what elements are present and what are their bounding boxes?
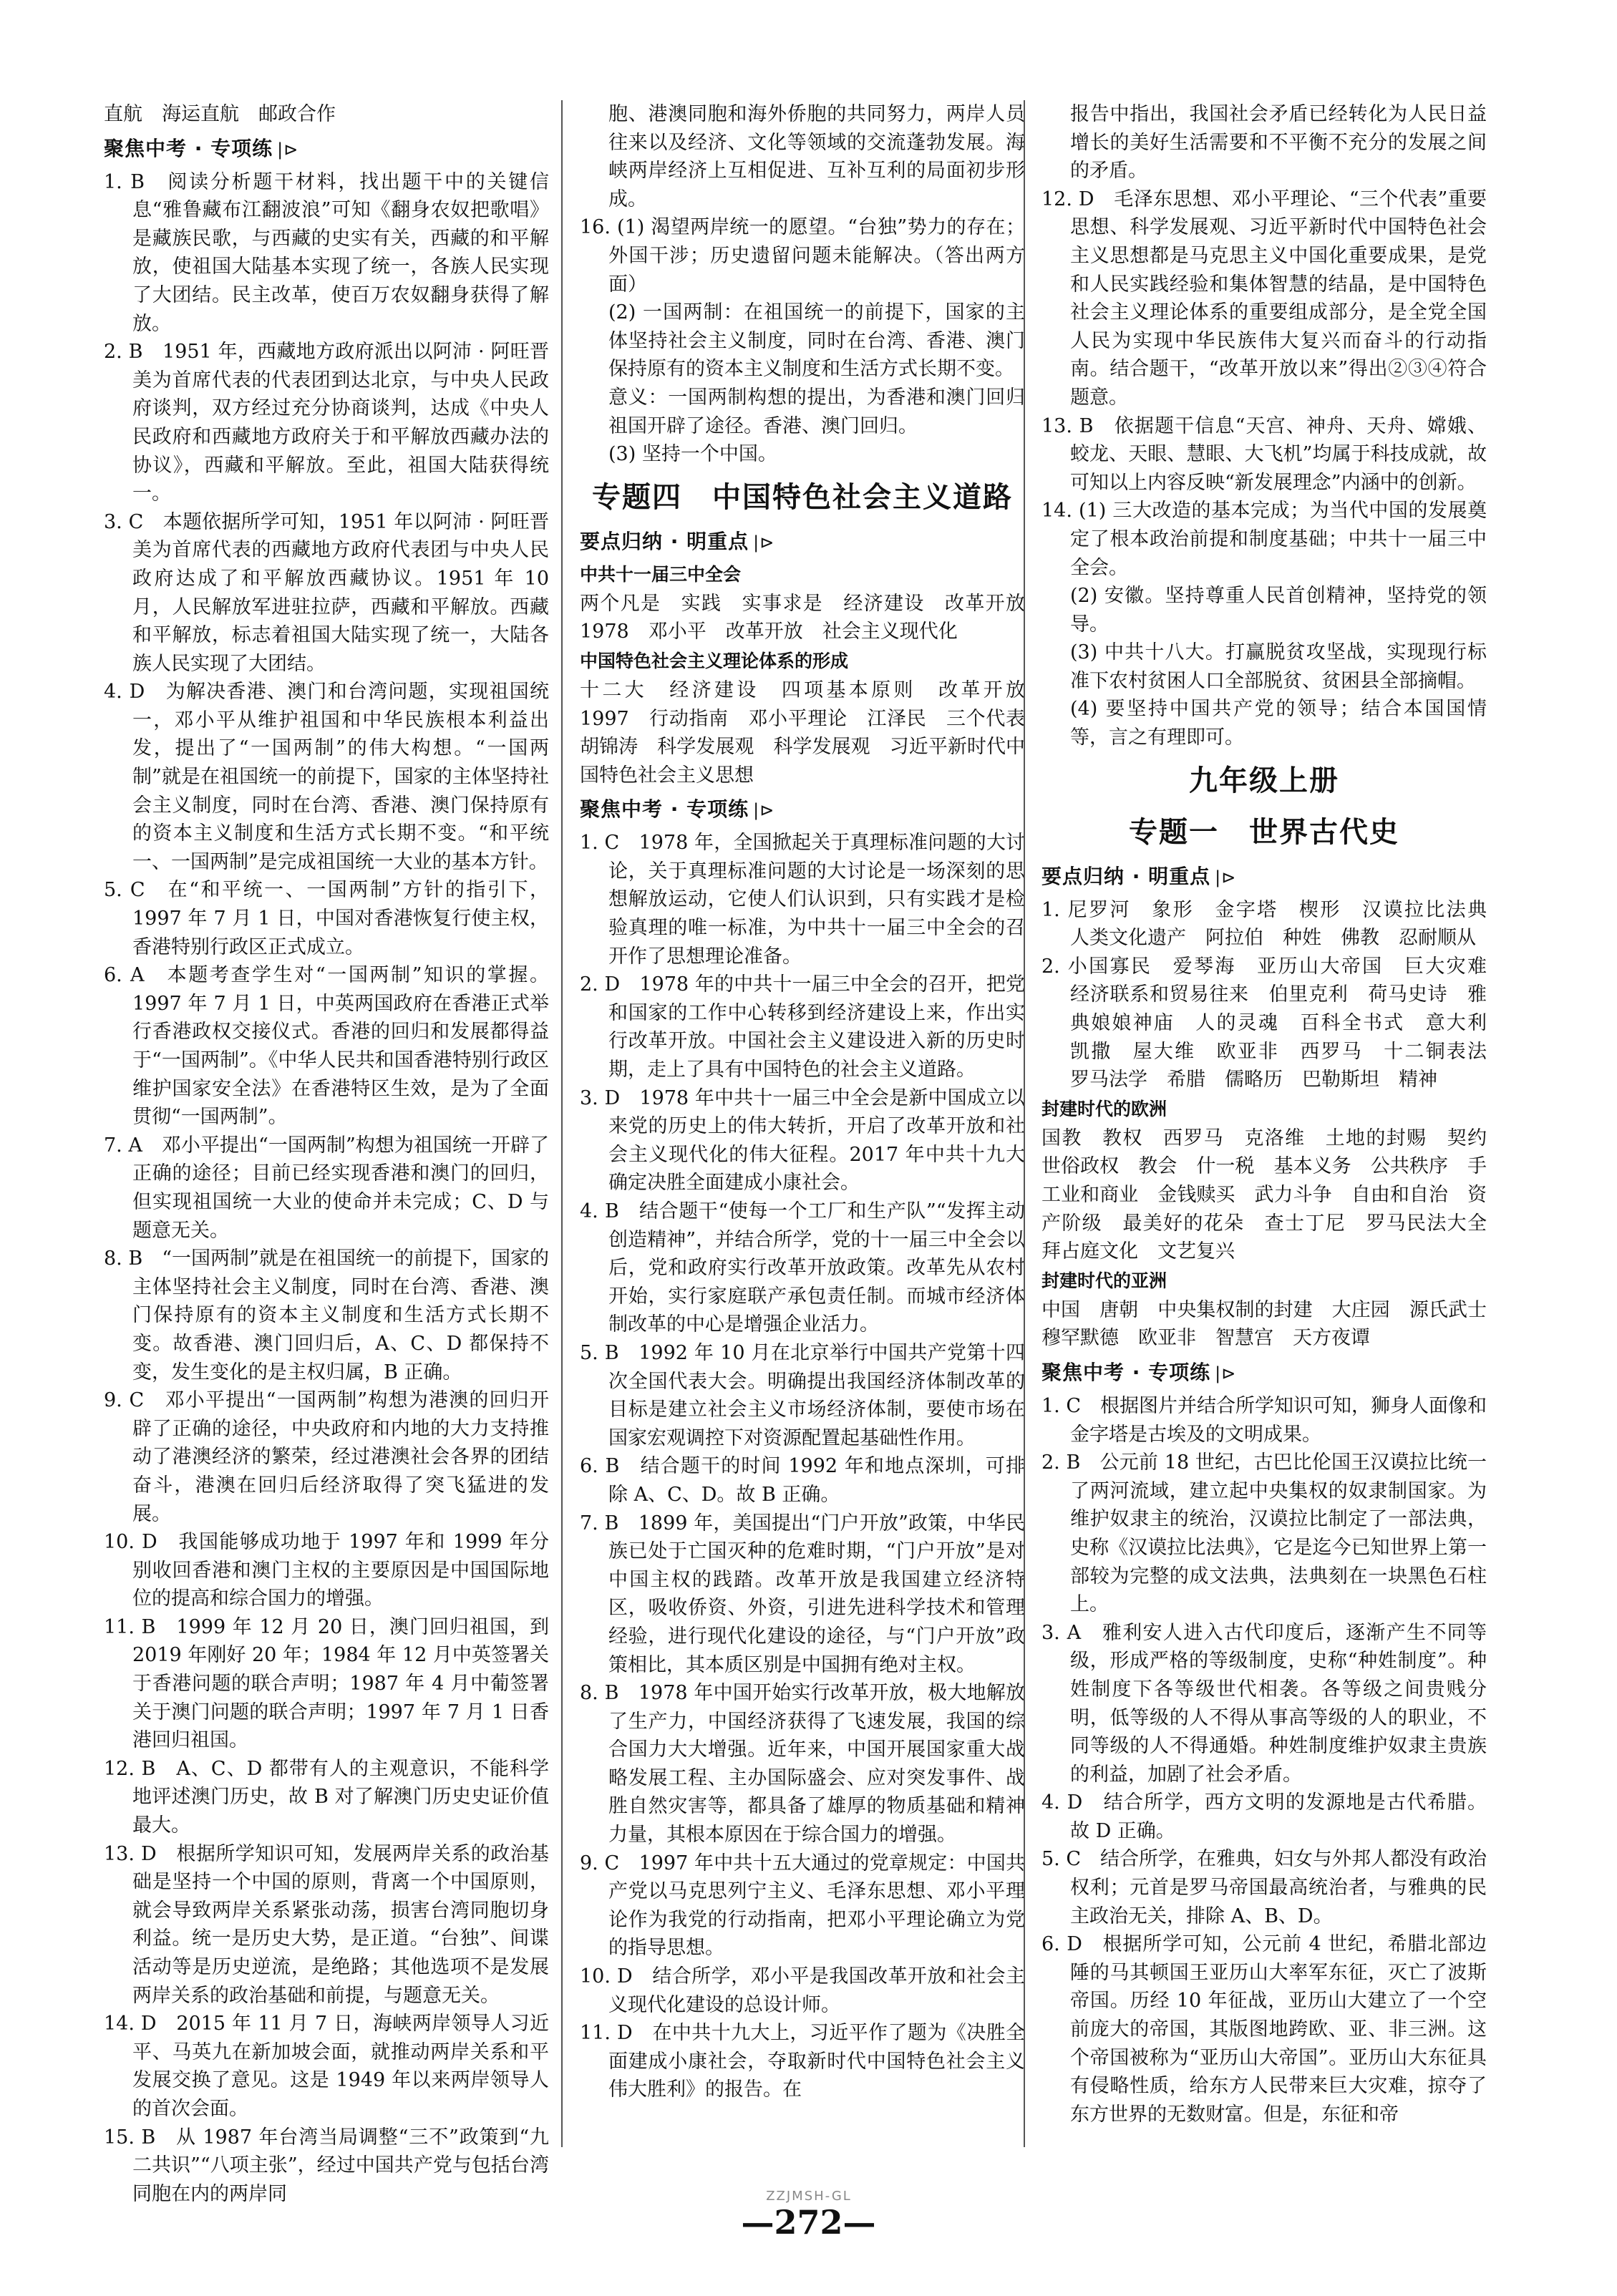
answer-entry: 意义：一国两制构想的提出，为香港和澳门回归祖国开辟了途径。香港、澳门回归。 (608, 386, 1025, 437)
answer-entry: 13. D 根据所学知识可知，发展两岸关系的政治基础是坚持一个中国的原则，背离一个中国原则，就会导致两岸关系紧张动荡，损害台湾同胞切身利益。统一是历史大势，是正道。“台独”、间谍活动等是历史逆流，是绝路；其他选项不是发展两岸关系的政治基础和前提，与题意无关。 (104, 1842, 549, 2007)
answer-entry: (4) 要坚持中国共产党的领导；结合本国国情等，言之有理即可。 (1070, 698, 1487, 749)
section-title: 聚焦中考 · 专项练 (580, 797, 749, 822)
answer-entry: 6. D 根据所学可知，公元前 4 世纪，希腊北部边陲的马其顿国王亚历山大率军东征，灭亡了波斯帝国。历经 10 年征战，亚历山大建立了一个空前庞大的帝国，其版图地跨欧、亚、非三洲。这个帝国被称为“亚历山大帝国”。亚历山大东征具有侵略性质，给东方人民带来巨大灾难，掠夺了东方世界的无数财富。但是，东征和帝 (1041, 1933, 1487, 2126)
answer-entry: 9. C 邓小平提出“一国两制”构想为港澳的回归开辟了正确的途径，中央政府和内地的大力支持推动了港澳经济的繁荣，经过港澳社会各界的团结奋斗，港澳在回归后经济取得了突飞猛进的发展。 (104, 1389, 549, 1525)
answer-entry: 6. B 结合题干的时间 1992 年和地点深圳，可排除 A、C、D。故 B 正确。 (580, 1455, 1025, 1506)
answer-entry: (3) 中共十八大。打赢脱贫攻坚战，实现现行标准下农村贫困人口全部脱贫、贫困县全部摘帽。 (1070, 641, 1487, 692)
subheading: 中国特色社会主义理论体系的形成 (580, 650, 849, 671)
section-arrow-icon: |⊳ (753, 532, 775, 553)
answer-entry: 5. C 在“和平统一、一国两制”方针的指引下，1997 年 7 月 1 日，中国对香港恢复行使主权，香港特别行政区正式成立。 (104, 879, 549, 958)
section-arrow-icon: |⊳ (1215, 1363, 1237, 1383)
column-divider (561, 100, 563, 2147)
answer-entry: 中国 唐朝 中央集权制的封建 大庄园 源氏武士 穆罕默德 欧亚非 智慧宫 天方夜谭 (1041, 1298, 1506, 1350)
answer-entry: (2) 安徽。坚持尊重人民首创精神，坚持党的领导。 (1070, 585, 1487, 636)
topic-heading: 专题四 中国特色社会主义道路 (592, 480, 1013, 514)
answer-entry: 5. C 结合所学，在雅典，妇女与外邦人都没有政治权利；元首是罗马帝国最高统治者，与雅典的民主政治无关，排除 A、B、D。 (1041, 1848, 1487, 1927)
section-title: 聚焦中考 · 专项练 (1041, 1360, 1211, 1384)
answer-entry: 1. C 根据图片并结合所学知识可知，狮身人面像和金字塔是古埃及的文明成果。 (1041, 1394, 1487, 1446)
answer-entry: 2. D 1978 年的中共十一届三中全会的召开，把党和国家的工作中心转移到经济建设上来，作出实行改革开放。中国社会主义建设进入新的历史时期，走上了具有中国特色的社会主义道路。 (580, 973, 1025, 1081)
section-header (1041, 861, 1487, 893)
answer-entry: 8. B 1978 年中国开始实行改革开放，极大地解放了生产力，中国经济获得了飞速发展，我国的综合国力大大增强。近年来，中国开展国家重大战略发展工程、主办国际盛会、应对突发事件、战胜自然灾害等，都具备了雄厚的物质基础和精神力量，其根本原因在于综合国力的增强。 (580, 1682, 1025, 1847)
answer-entry: 3. C 本题依据所学可知，1951 年以阿沛 · 阿旺晋美为首席代表的西藏地方政府代表团与中央人民政府达成了和平解放西藏协议。1951 年 10 月，人民解放军进驻拉萨，西藏和平解放。西藏和平解放，标志着祖国大陆实现了统一，大陆各族人民实现了大团结。 (104, 510, 549, 675)
answer-entry: 1. 尼罗河 象形 金字塔 楔形 汉谟拉比法典 人类文化遗产 阿拉伯 种姓 佛教 忍耐顺从 (1041, 898, 1506, 950)
answer-entry: (3) 坚持一个中国。 (608, 443, 777, 466)
answer-entry: 11. D 在中共十九大上，习近平作了题为《决胜全面建成小康社会，夺取新时代中国特色社会主义伟大胜利》的报告。在 (580, 2022, 1025, 2101)
answer-entry: 报告中指出，我国社会矛盾已经转化为人民日益增长的美好生活需要和不平衡不充分的发展之间的矛盾。 (1070, 103, 1487, 183)
section-title: 要点归纳 · 明重点 (1041, 864, 1211, 888)
answer-entry: 4. D 结合所学，西方文明的发源地是古代希腊。故 D 正确。 (1041, 1791, 1487, 1842)
section-title: 聚焦中考 · 专项练 (104, 136, 273, 160)
answer-entry: 1. B 阅读分析题干材料，找出题干中的关键信息“雅鲁藏布江翻波浪”可知《翻身农奴把歌唱》是藏族民歌，与西藏的史实有关，西藏的和平解放，使祖国大陆基本实现了统一，各族人民实现了大团结。民主改革，使百万农奴翻身获得了解放。 (104, 170, 549, 335)
page-number: —272— (741, 2203, 876, 2242)
answer-entry: 两个凡是 实践 实事求是 经济建设 改革开放 1978 邓小平 改革开放 社会主义现代化 (580, 592, 1044, 643)
section-header (580, 526, 1025, 558)
answer-entry: 11. B 1999 年 12 月 20 日，澳门回归祖国，到 2019 年刚好 20 年；1984 年 12 月中英签署关于香港问题的联合声明；1987 年 4 月中葡签署关于澳门问题的联合声明；1997 年 7 月 1 日香港回归祖国。 (104, 1615, 549, 1752)
section-arrow-icon: |⊳ (277, 139, 299, 160)
answer-entry: 5. B 1992 年 10 月在北京举行中国共产党第十四次全国代表大会。明确提出我国经济体制改革的目标是建立社会主义市场经济体制，要使市场在国家宏观调控下对资源配置起基础性作用。 (580, 1341, 1025, 1449)
answer-entry: 2. 小国寡民 爱琴海 亚历山大帝国 巨大灾难 经济联系和贸易往来 伯里克利 荷马史诗 雅典娘娘神庙 人的灵魂 百科全书式 意大利 凯撒 屋大维 欧亚非 西罗马 十二铜表法 罗马法学 希腊 儒略历 巴勒斯坦 精神 (1041, 955, 1506, 1091)
right-column (1041, 100, 1506, 2161)
answer-entry: 3. A 雅利安人进入古代印度后，逐渐产生不同等级，形成严格的等级制度，史称“种姓制度”。种姓制度下各等级世代相袭。各等级之间贵贱分明，低等级的人不得从事高等级的人的职业，不同等级的人不得通婚。种姓制度维护奴隶主贵族的利益，加剧了社会矛盾。 (1041, 1621, 1487, 1786)
answer-entry: 4. B 结合题干“使每一个工厂和生产队”“发挥主动创造精神”，并结合所学，党的十一届三中全会以后，党和政府实行改革开放政策。改革先从农村开始，实行家庭联产承包责任制。而城市经济体制改革的中心是增强企业活力。 (580, 1200, 1025, 1336)
footer-code: ZZJMSH-GL (766, 2189, 852, 2204)
answer-entry: 6. A 本题考查学生对“一国两制”知识的掌握。1997 年 7 月 1 日，中英两国政府在香港正式举行香港政权交接仪式。香港的回归和发展都得益于“一国两制”。《中华人民共和国香港特别行政区维护国家安全法》在香港特区生效，是为了全面贯彻“一国两制”。 (104, 964, 549, 1129)
middle-column (580, 100, 1044, 2161)
answer-entry: 7. A 邓小平提出“一国两制”构想为祖国统一开辟了正确的途径；目前已经实现香港和澳门的回归，但实现祖国统一大业的使命并未完成；C、D 与题意无关。 (104, 1134, 549, 1242)
answer-entry: 国教 教权 西罗马 克洛维 土地的封赐 契约 世俗政权 教会 什一税 基本义务 公共秩序 手工业和商业 金钱赎买 武力斗争 自由和自治 资产阶级 最美好的花朵 查士丁尼 罗马民法大全 拜占庭文化 文艺复兴 (1041, 1127, 1506, 1263)
answer-entry: (2) 一国两制：在祖国统一的前提下，国家的主体坚持社会主义制度，同时在台湾、香港、澳门保持原有的资本主义制度和生活方式长期不变。 (608, 301, 1025, 381)
subheading: 中共十一届三中全会 (580, 563, 742, 585)
answer-entry: 13. B 依据题干信息“天宫、神舟、天舟、嫦娥、蛟龙、天眼、慧眼、大飞机”均属于科技成就，故可知以上内容反映“新发展理念”内涵中的创新。 (1041, 414, 1487, 494)
answer-entry: 7. B 1899 年，美国提出“门户开放”政策，中华民族已处于亡国灭种的危难时期，“门户开放”是对中国主权的践踏。改革开放是我国建立经济特区，吸收侨资、外资，引进先进科学技术和管理经验，进行现代化建设的途径，与“门户开放”政策相比，其本质区别是中国拥有绝对主权。 (580, 1512, 1025, 1676)
section-header (104, 133, 549, 165)
section-header (580, 794, 1025, 826)
answer-entry: 12. B A、C、D 都带有人的主观意识，不能科学地评述澳门历史，故 B 对了解澳门历史史证价值最大。 (104, 1757, 549, 1837)
answer-entry: 3. D 1978 年中共十一届三中全会是新中国成立以来党的历史上的伟大转折，开启了改革开放和社会主义现代化的伟大征程。2017 年中共十九大确定决胜全面建成小康社会。 (580, 1086, 1025, 1195)
answer-entry: 14. (1) 三大改造的基本完成；为当代中国的发展奠定了根本政治前提和制度基础；中共十一届三中全会。 (1041, 500, 1487, 579)
answer-entry: 10. D 我国能够成功地于 1997 年和 1999 年分别收回香港和澳门主权的主要原因是中国国际地位的提高和综合国力的增强。 (104, 1531, 549, 1610)
answer-entry: 9. C 1997 年中共十五大通过的党章规定：中国共产党以马克思列宁主义、毛泽东思想、邓小平理论作为我党的行动指南，把邓小平理论确立为党的指导思想。 (580, 1852, 1025, 1960)
answer-entry: 1. C 1978 年，全国掀起关于真理标准问题的大讨论，关于真理标准问题的大讨论是一场深刻的思想解放运动，它使人们认识到，只有实践才是检验真理的唯一标准，为中共十一届三中全会的召开作了思想理论准备。 (580, 832, 1025, 968)
answer-entry: 胞、港澳同胞和海外侨胞的共同努力，两岸人员往来以及经济、文化等领域的交流蓬勃发展。海峡两岸经济上互相促进、互补互利的局面初步形成。 (608, 103, 1025, 210)
answer-entry: 4. D 为解决香港、澳门和台湾问题，实现祖国统一，邓小平从维护祖国和中华民族根本利益出发，提出了“一国两制”的伟大构想。“一国两制”就是在祖国统一的前提下，国家的主体坚持社会主义制度，同时在台湾、香港、澳门保持原有的资本主义制度和生活方式长期不变。“和平统一、一国两制”是完成祖国统一大业的基本方针。 (104, 681, 549, 873)
answer-entry: 16. (1) 渴望两岸统一的愿望。“台独”势力的存在；外国干涉；历史遗留问题未能解决。（答出两方面） (580, 216, 1025, 296)
column-divider (1024, 100, 1025, 2147)
answer-entry: 2. B 1951 年，西藏地方政府派出以阿沛 · 阿旺晋美为首席代表的代表团到达北京，与中央人民政府谈判，双方经过充分协商谈判，达成《中央人民政府和西藏地方政府关于和平解放西藏办法的协议》，西藏和平解放。至此，祖国大陆获得统一。 (104, 341, 549, 505)
section-header (1041, 1357, 1487, 1389)
answer-entry: 2. B 公元前 18 世纪，古巴比伦国王汉谟拉比统一了两河流域，建立起中央集权的奴隶制国家。为维护奴隶主的统治，汉谟拉比制定了一部法典，史称《汉谟拉比法典》，它是迄今已知世界上第一部较为完整的成文法典，法典刻在一块黑色石柱上。 (1041, 1451, 1487, 1616)
answer-entry: 十二大 经济建设 四项基本原则 改革开放 1997 行动指南 邓小平理论 江泽民 三个代表 胡锦涛 科学发展观 科学发展观 习近平新时代中国特色社会主义思想 (580, 678, 1044, 787)
answer-entry: 直航 海运直航 邮政合作 (104, 103, 336, 125)
left-column (104, 100, 549, 2205)
subheading: 封建时代的亚洲 (1041, 1270, 1167, 1291)
answer-entry: 8. B “一国两制”就是在祖国统一的前提下，国家的主体坚持社会主义制度，同时在台湾、香港、澳门保持原有的资本主义制度和生活方式长期不变。故香港、澳门回归后，A、C、D 都保持不变，发生变化的是主权归属，B 正确。 (104, 1247, 549, 1383)
section-arrow-icon: |⊳ (753, 800, 775, 821)
section-title: 要点归纳 · 明重点 (580, 529, 749, 553)
answer-entry: 10. D 结合所学，邓小平是我国改革开放和社会主义现代化建设的总设计师。 (580, 1965, 1025, 2016)
answer-entry: 15. B 从 1987 年台湾当局调整“三不”政策到“九二共识”“八项主张”，经过中国共产党与包括台湾同胞在内的两岸同 (104, 2126, 549, 2205)
answer-entry: 12. D 毛泽东思想、邓小平理论、“三个代表”重要思想、科学发展观、习近平新时代中国特色社会主义思想都是马克思主义中国化重要成果，是党和人民实践经验和集体智慧的结晶，是中国特色社会主义理论体系的重要组成部分，是全党全国人民为实现中华民族伟大复兴而奋斗的行动指南。结合题干，“改革开放以来”得出②③④符合题意。 (1041, 188, 1487, 409)
topic-heading: 九年级上册 (1189, 764, 1339, 797)
subheading: 封建时代的欧洲 (1041, 1098, 1167, 1119)
answer-entry: 14. D 2015 年 11 月 7 日，海峡两岸领导人习近平、马英九在新加坡会面，就推动两岸关系和平发展交换了意见。这是 1949 年以来两岸领导人的首次会面。 (104, 2013, 549, 2120)
section-arrow-icon: |⊳ (1215, 867, 1237, 887)
topic-heading: 专题一 世界古代史 (1129, 815, 1399, 849)
